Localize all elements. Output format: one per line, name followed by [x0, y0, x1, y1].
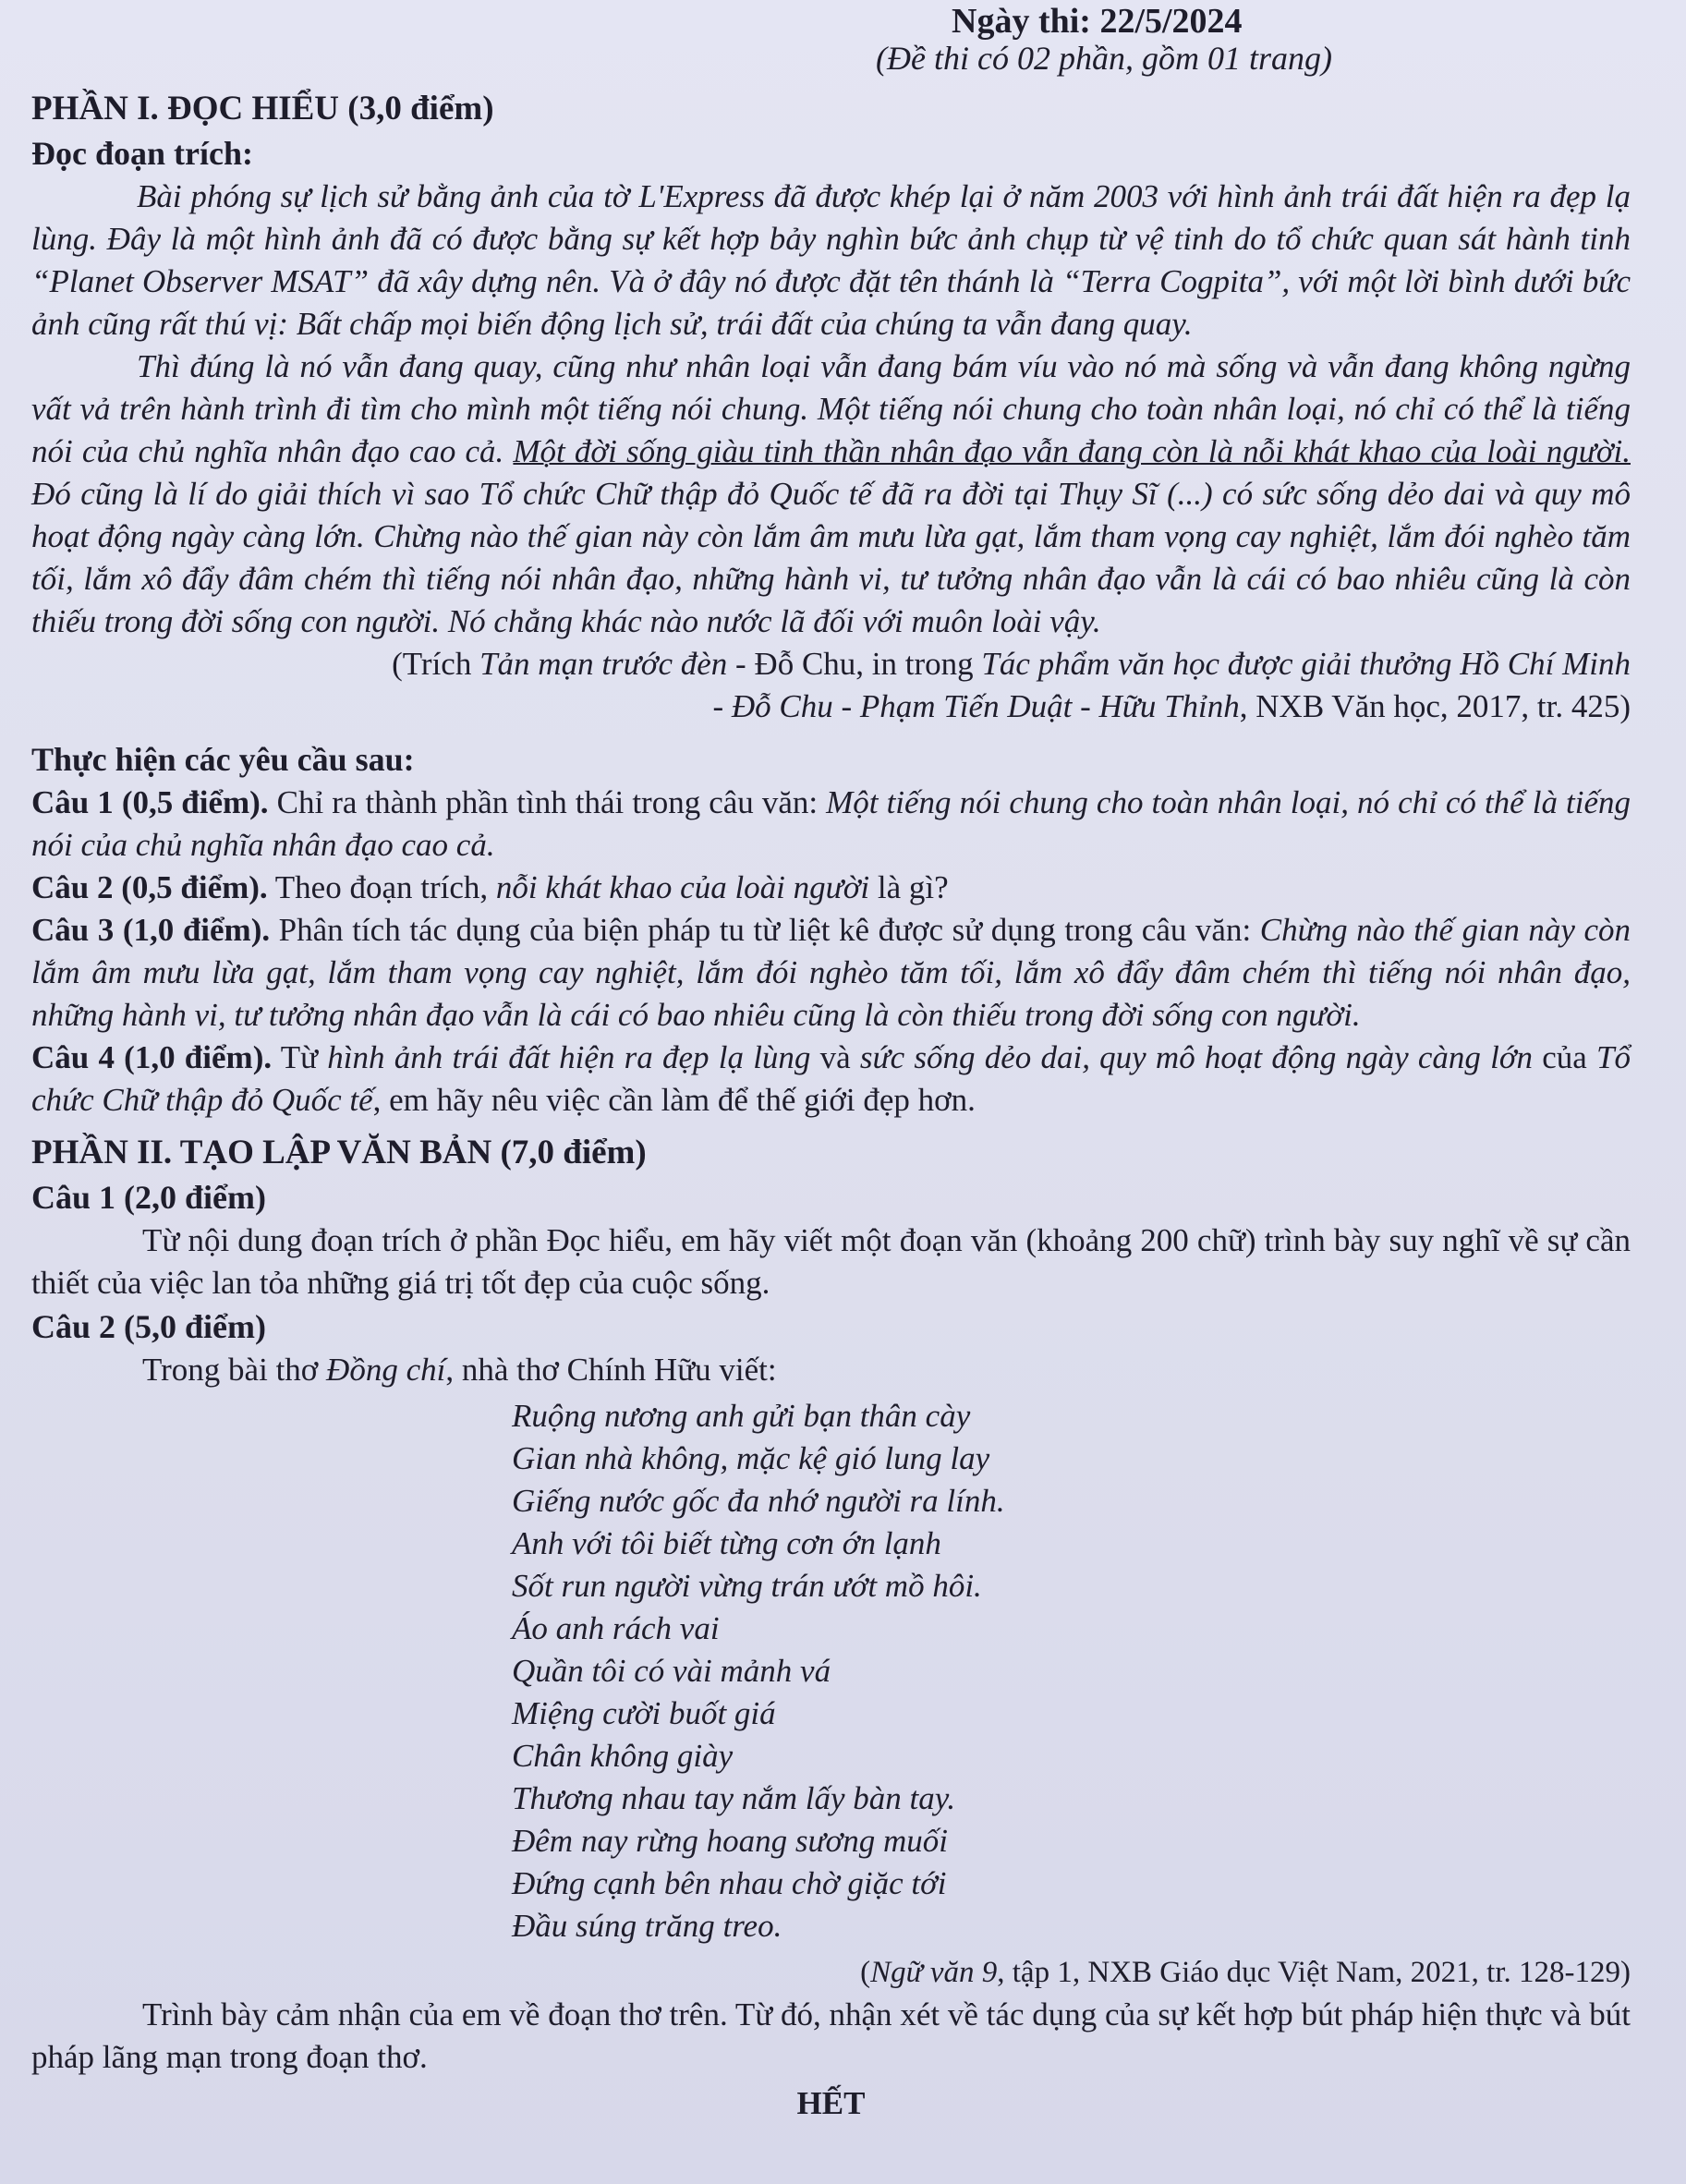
poem-line: Áo anh rách vai — [512, 1610, 720, 1646]
poem-line: Ruộng nương anh gửi bạn thân cày — [512, 1398, 971, 1434]
source-text: (Trích — [392, 646, 480, 682]
poem-line: Miệng cười buốt giá — [512, 1695, 776, 1731]
question-text: Phân tích tác dụng của biện pháp tu từ liệt kê được sử dụng trong câu văn: — [270, 912, 1260, 948]
question-text: của — [1533, 1039, 1597, 1075]
poem-excerpt — [512, 1395, 1631, 1947]
essay-2-task: Trình bày cảm nhận của em về đoạn thơ trên. Từ đó, nhận xét về tác dụng của sự kết hợp bút pháp hiện thực và bút pháp lãng mạn trong đoạn thơ. — [31, 1996, 1631, 2075]
source-book-title: Tác phẩm văn học được giải thưởng Hồ Chí Minh — [981, 646, 1631, 682]
question-label: Câu 3 (1,0 điểm). — [31, 912, 271, 948]
passage-source-line-1 — [31, 643, 1631, 686]
source-title: Tản mạn trước đèn — [479, 646, 728, 682]
passage-paragraph-2 — [31, 346, 1631, 643]
passage-source-line-2 — [31, 686, 1631, 728]
source-text: , tập 1, NXB Giáo dục Việt Nam, 2021, tr. 128-129) — [997, 1956, 1631, 1989]
poem-line: Đêm nay rừng hoang sương muối — [512, 1823, 948, 1859]
question-3 — [31, 909, 1631, 1037]
source-text: ( — [860, 1956, 871, 1989]
essay-1-prompt: Từ nội dung đoạn trích ở phần Đọc hiểu, em hãy viết một đoạn văn (khoảng 200 chữ) trình bày suy nghĩ về sự cần thiết của việc lan tỏa những giá trị tốt đẹp của cuộc sống. — [31, 1222, 1631, 1301]
question-text: Chỉ ra thành phần tình thái trong câu văn: — [268, 784, 827, 820]
question-quote: Một tiếng nói chung cho toàn nhân loại, nó chỉ có thể là tiếng nói của chủ nghĩa nhân đạo cao cả. — [31, 784, 1631, 863]
source-publisher: , NXB Văn học, 2017, tr. 425) — [1239, 688, 1631, 724]
passage-text: Đó cũng là lí do giải thích vì sao Tổ chức Chữ thập đỏ Quốc tế đã ra đời tại Thụy Sĩ (...) có sức sống dẻo dai và quy mô hoạt động ngày càng lớn. Chừng nào thế gian này còn lắm âm mưu lừa gạt, lắm tham vọng cay nghiệt, lắm đói nghèo tăm tối, lắm xô đẩy đâm chém thì tiếng nói nhân đạo, những hành vi, tư tưởng nhân đạo vẫn là cái có bao nhiêu cũng là còn thiếu trong đời sống con người. Nó chẳng khác nào nước lã đối với muôn loài vậy. — [31, 476, 1631, 639]
question-label: Câu 2 (0,5 điểm). — [31, 869, 268, 905]
question-quote: Tổ chức Chữ thập đỏ Quốc tế — [31, 1039, 1631, 1118]
question-text: là gì? — [869, 869, 949, 905]
question-label: Câu 4 (1,0 điểm). — [31, 1039, 273, 1075]
essay-2-label: Câu 2 (5,0 điểm) — [31, 1308, 266, 1345]
poem-line: Quần tôi có vài mảnh vá — [512, 1653, 831, 1689]
exam-content — [31, 87, 1631, 2125]
question-text: Từ — [272, 1039, 328, 1075]
question-text: Theo đoạn trích, — [267, 869, 496, 905]
poem-title: Đồng chí — [326, 1352, 446, 1388]
essay-2-intro — [31, 1349, 1631, 1391]
question-1 — [31, 782, 1631, 867]
question-text: , em hãy nêu việc cần làm để thế giới đẹp hơn. — [372, 1082, 976, 1118]
question-quote: nỗi khát khao của loài người — [495, 869, 870, 905]
question-4 — [31, 1037, 1631, 1122]
read-label: Đọc đoạn trích: — [31, 135, 253, 172]
tasks-label: Thực hiện các yêu cầu sau: — [31, 741, 415, 778]
source-authors: - Đỗ Chu - Phạm Tiến Duật - Hữu Thỉnh — [712, 688, 1240, 724]
poem-line: Giếng nước gốc đa nhớ người ra lính. — [512, 1483, 1005, 1519]
poem-line: Sốt run người vừng trán ướt mồ hôi. — [512, 1568, 982, 1604]
essay-1-label: Câu 1 (2,0 điểm) — [31, 1179, 266, 1216]
source-book-title: Ngữ văn 9 — [870, 1956, 998, 1989]
exam-date: Ngày thi: 22/5/2024 — [952, 2, 1243, 41]
question-2 — [31, 867, 1631, 909]
underlined-sentence: Một đời sống giàu tinh thần nhân đạo vẫn đang còn là nỗi khát khao của loài người. — [513, 433, 1631, 469]
poem-line: Chân không giày — [512, 1738, 734, 1774]
part1-title: PHẦN I. ĐỌC HIỂU (3,0 điểm) — [31, 90, 494, 127]
poem-line: Đầu súng trăng treo. — [512, 1908, 782, 1944]
exam-note: (Đề thi có 02 phần, gồm 01 trang) — [876, 40, 1332, 77]
question-quote: sức sống dẻo dai, quy mô hoạt động ngày càng lớn — [859, 1039, 1534, 1075]
poem-line: Gian nhà không, mặc kệ gió lung lay — [512, 1440, 990, 1476]
intro-text: , nhà thơ Chính Hữu viết: — [445, 1352, 777, 1388]
intro-text: Trong bài thơ — [142, 1352, 327, 1388]
poem-line: Đứng cạnh bên nhau chờ giặc tới — [512, 1865, 947, 1901]
poem-source — [31, 1951, 1631, 1994]
part2-title: PHẦN II. TẠO LẬP VĂN BẢN (7,0 điểm) — [31, 1134, 647, 1171]
poem-line: Anh với tôi biết từng cơn ớn lạnh — [512, 1525, 941, 1561]
question-label: Câu 1 (0,5 điểm). — [31, 784, 269, 820]
question-text: và — [810, 1039, 860, 1075]
passage-paragraph-1: Bài phóng sự lịch sử bằng ảnh của tờ L'Express đã được khép lại ở năm 2003 với hình ảnh trái đất hiện ra đẹp lạ lùng. Đây là một hình ảnh đã có được bằng sự kết hợp bảy nghìn bức ảnh chụp từ vệ tinh do tổ chức quan sát hành tinh “Planet Observer MSAT” đã xây dựng nên. Và ở đây nó được đặt tên thánh là “Terra Cogpita”, với một lời bình dưới bức ảnh cũng rất thú vị: Bất chấp mọi biến động lịch sử, trái đất của chúng ta vẫn đang quay. — [31, 178, 1631, 342]
passage-text: Thì đúng là nó vẫn đang quay, cũng như nhân loại vẫn đang bám víu vào nó mà sống và vẫn đang không ngừng vất vả trên hành trình đi tìm cho mình một tiếng nói chung. Một tiếng nói chung cho toàn nhân loại, nó chỉ có thể là tiếng nói của chủ nghĩa nhân đạo cao cả. — [31, 348, 1631, 469]
question-quote: Chừng nào thế gian này còn lắm âm mưu lừa gạt, lắm tham vọng cay nghiệt, lắm đói nghèo tăm tối, lắm xô đẩy đâm chém thì tiếng nói nhân đạo, những hành vi, tư tưởng nhân đạo vẫn là cái có bao nhiêu cũng là còn thiếu trong đời sống con người. — [31, 912, 1631, 1033]
poem-line: Thương nhau tay nắm lấy bàn tay. — [512, 1780, 956, 1816]
source-text: - Đỗ Chu, in trong — [727, 646, 982, 682]
end-marker: HẾT — [796, 2085, 866, 2121]
question-quote: hình ảnh trái đất hiện ra đẹp lạ lùng — [327, 1039, 811, 1075]
